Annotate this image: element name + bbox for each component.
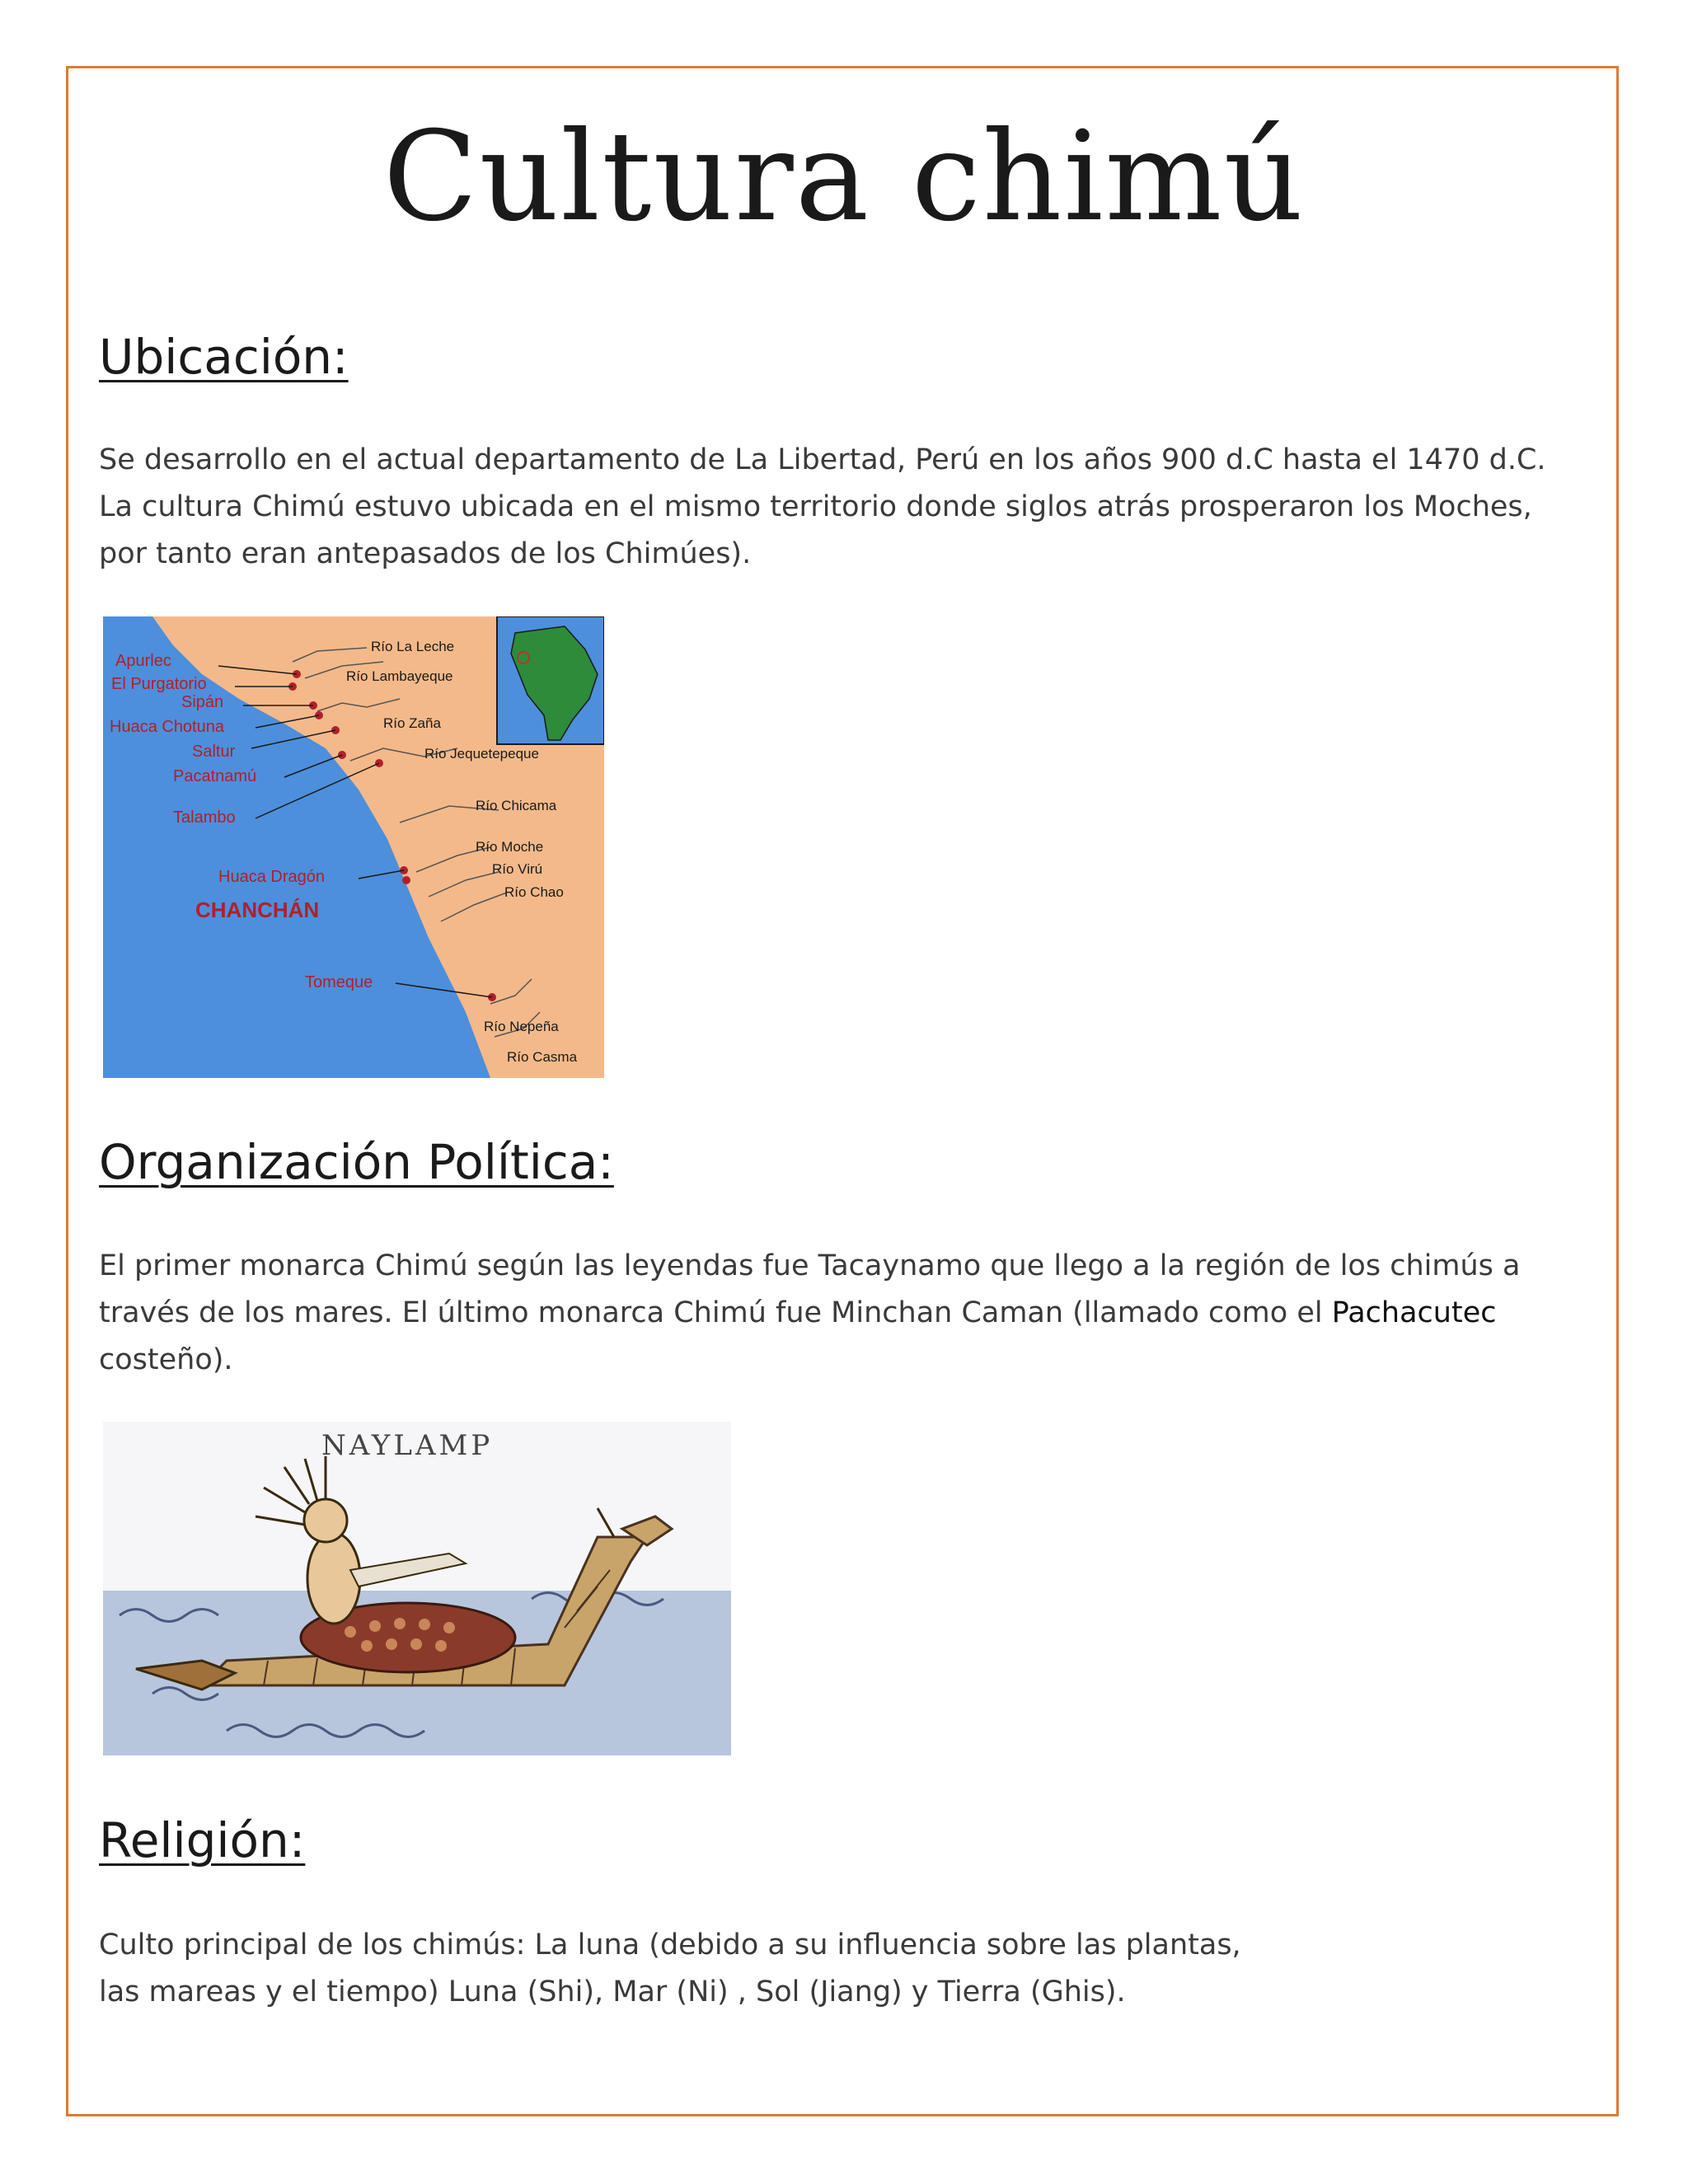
map-river-label: Río La Leche (371, 639, 455, 654)
map-river-label: Río Virú (492, 861, 543, 877)
highlighted-word: Pachacutec (1331, 1296, 1497, 1329)
page-title: Cultura chimú (382, 105, 1306, 249)
map-site-label: Saltur (192, 743, 236, 761)
text-line (99, 1290, 1582, 1337)
text-line: Se desarrollo en el actual departamento de La Libertad, Perú en los años 900 d.C hasta el 1470 d.C. (99, 443, 1546, 476)
heading-underline-pad (305, 1811, 482, 1869)
text-line: El primer monarca Chimú según las leyendas fue Tacaynamo que llego a la región de los chimús a (99, 1249, 1521, 1282)
map-river-label: Río Jequetepeque (424, 746, 539, 762)
map-site-label: El Purgatorio (111, 675, 207, 693)
heading-ubicacion: Ubicación: (99, 329, 349, 385)
text-line: La cultura Chimú estuvo ubicada en el mismo territorio donde siglos atrás prosperaron los Moches, (99, 490, 1532, 523)
text-fragment: través de los mares. El último monarca Chimú fue Minchan Caman (llamado como el (99, 1296, 1332, 1329)
paragraph-religion (99, 1922, 1582, 2016)
map-river-label: Río Nepeña (484, 1019, 559, 1034)
text-line: Culto principal de los chimús: La luna (debido a su influencia sobre las plantas, (99, 1929, 1241, 1961)
text-line: las mareas y el tiempo) Luna (Shi), Mar (Ni) , Sol (Jiang) y Tierra (Ghis). (99, 1975, 1126, 2008)
map-site-label: Tomeque (305, 973, 373, 991)
map-river-label: Río Chao (504, 884, 564, 900)
text-line: costeño). (99, 1343, 233, 1376)
heading-organizacion: Organización Política: (99, 1134, 614, 1190)
map-site-label: Talambo (173, 808, 236, 827)
text-line: por tanto eran antepasados de los Chimúes). (99, 537, 752, 570)
naylamp-illustration (103, 1422, 731, 1755)
map-river-label: Río Casma (507, 1049, 578, 1065)
map-site-label: Sipán (181, 693, 224, 711)
heading-religion (99, 1811, 482, 1869)
map-site-label: Huaca Dragón (218, 868, 325, 886)
map-river-label: Río Chicama (476, 798, 557, 813)
map-river-label: Río Zaña (383, 715, 441, 731)
map-site-label: Pacatnamú (173, 767, 257, 785)
map-river-label: Río Moche (476, 839, 544, 855)
map-river-label: Río Lambayeque (346, 668, 453, 684)
map-site-label: Huaca Chotuna (110, 718, 224, 736)
paragraph-organizacion (99, 1243, 1582, 1384)
chimu-map-image (103, 616, 604, 1078)
illustration-caption: NAYLAMP (321, 1429, 494, 1462)
heading-religion-text: Religión: (99, 1812, 306, 1868)
map-site-label: Apurlec (115, 652, 171, 670)
map-capital-label: CHANCHÁN (195, 898, 320, 922)
paragraph-ubicacion (99, 437, 1582, 578)
